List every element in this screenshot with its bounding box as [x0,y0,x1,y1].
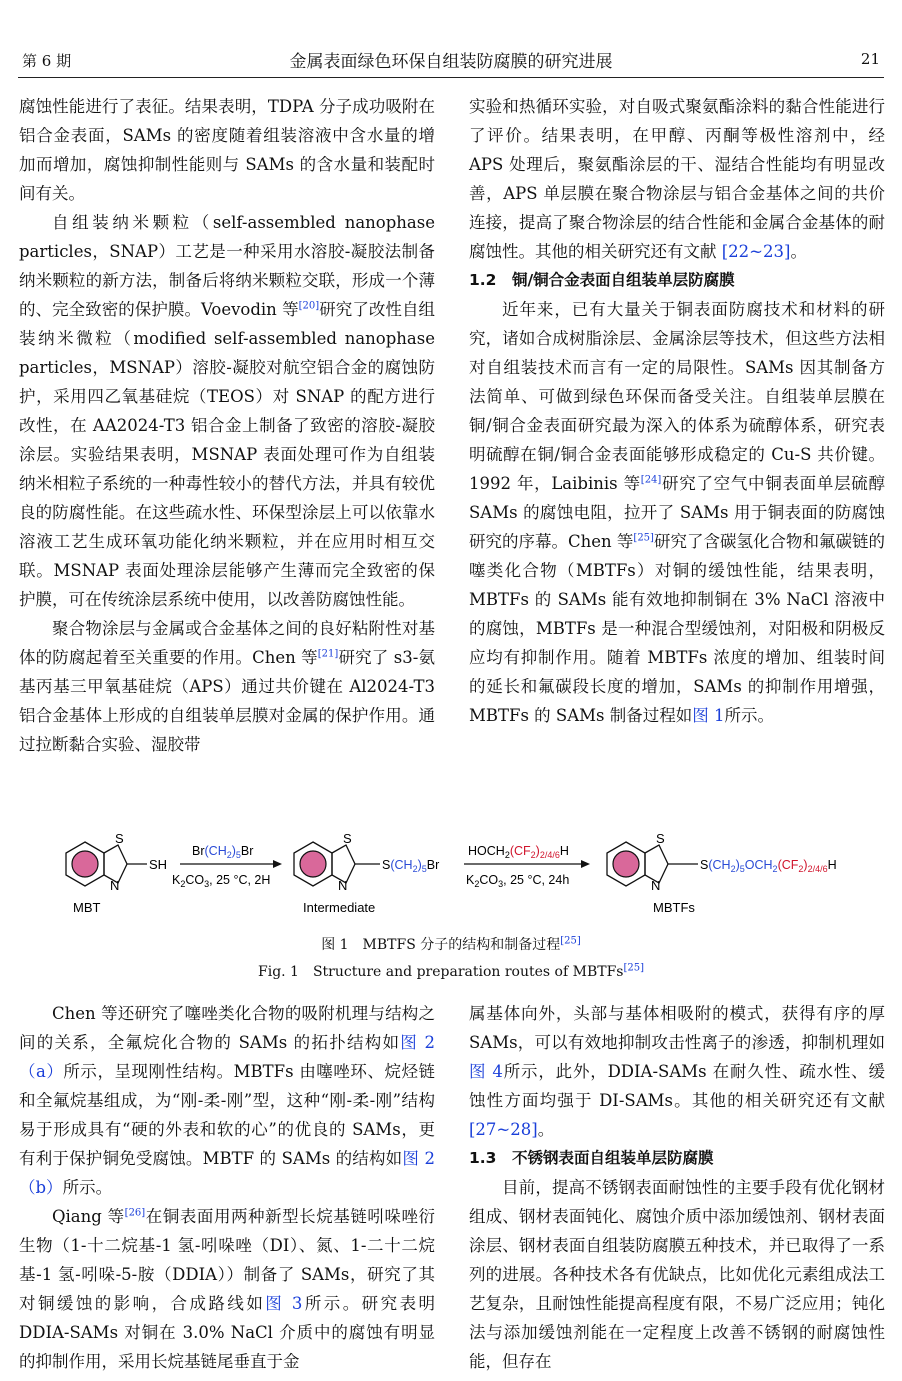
text: 所示。 [724,706,775,725]
citation-link[interactable]: [20] [298,300,320,312]
reagent-2-top: $HOCH_2(CF_2)_{2/4/6}H$ [468,844,569,860]
citation-link[interactable]: [26] [124,1207,146,1219]
paragraph: 腐蚀性能进行了表征。结果表明，TDPA 分子成功吸附在铝合金表面，SAMs 的密度随着组装溶液中含水量的增加而增加，腐蚀抑制性能则与 SAMs 的含水量和装配时间有关。 [19,97,435,203]
text: 。 [537,1120,555,1139]
caption-text: 图 1 MBTFS 分子的结构和制备过程 [321,937,561,953]
page-number: 21 [860,50,880,68]
figure-link[interactable]: 图 4 [469,1062,503,1081]
reagent-1-top: $Br(CH_2)_5Br$ [192,844,254,860]
text: 所示，此外，DDIA-SAMs 在耐久性、疏水性、缓蚀性方面均强于 DI-SAMs。其他的相关研究还有文献 [469,1062,885,1110]
text: 实验和热循环实验，对自吸式聚氨酯涂料的黏合性能进行了评价。结果表明，在甲醇、丙酮等极性溶剂中，经 APS 处理后，聚氨酯涂层的干、湿结合性能均有明显改善，APS 单层膜在聚合物涂层与铝合金基体之间的共价连接，提高了聚合物涂层的结合性能和金属合金基体的耐腐蚀性。其他的相关研究还有文献 [469,97,885,261]
paragraph [19,208,435,614]
aromatic-ring-mbt [72,851,98,877]
text: 研究了改性自组装纳米微粒（modified self-assembled nanophase particles，MSNAP）溶胶-凝胶对航空铝合金的腐蚀防护，采用四乙氧基硅烷（TEOS）对 SNAP 的配方进行改性，在 AA2024-T3 铝合金上制备了致密的溶胶-凝胶涂层。实验结果表明，MSNAP 表面处理可作为自组装纳米相粒子系统的一种毒性较小的替代方法，并具有较优良的防腐性能。在这些疏水性、环保型涂层上可以依靠水溶液工艺生成环氧功能化纳米颗粒，并在应用时相互交联。MSNAP 表面处理涂层能够产生薄而完全致密的保护膜，可在传统涂层系统中使用，以改善防腐蚀性能。 [19,300,435,609]
figure-link[interactable]: 图 3 [265,1294,303,1313]
text: 研究了含碳氢化合物和氟碳链的噻类化合物（MBTFs）对铜的缓蚀性能，结果表明，MBTFs 的 SAMs 能有效地抑制铜在 3% NaCl 溶液中的腐蚀，MBTFs 是一种混合型缓蚀剂，对阳极和阴极反应均有抑制作用。随着 MBTFs 浓度的增加、组装时间的延长和氟碳段长度的增加，SAMs 的抑制作用增强，MBTFs 的 SAMs 制备过程如 [469,532,886,725]
text: 所示，呈现刚性结构。MBTFs 由噻唑环、烷烃链和全氟烷基组成，为“刚-柔-刚”型，这种“刚-柔-刚”结构易于形成具有“硬的外表和软的心”的优良的 SAMs，更有利于保护铜免受腐蚀。MBTF 的 SAMs 的结构如 [19,1062,435,1168]
left-column-top [19,92,435,759]
text: 近年来，已有大量关于铜表面防腐技术和材料的研究，诸如合成树脂涂层、金属涂层等技术，但这些方法相对自组装技术而言有一定的局限性。SAMs 因其制备方法简单、可做到绿色环保而备受关注。自组装单层膜在铜/铜合金表面研究最为深入的体系为硫醇体系，研究表明硫醇在铜/铜合金表面能够形成稳定的 Cu-S 共价键。1992 年，Laibinis 等 [469,300,885,493]
reagent-1-bottom: $K_2CO_3$, 25 °C, 2H [172,873,271,889]
text: 。 [790,242,807,261]
citation-link[interactable]: [25] [623,962,644,974]
arrowhead [581,860,590,868]
figure-link[interactable]: 图 1 [692,706,725,725]
sulfur-label: S [343,831,352,846]
section-heading: 1.3 不锈钢表面自组装单层防腐膜 [469,1149,714,1167]
caption-text: Fig. 1 Structure and preparation routes of MBTFs [258,964,624,980]
paragraph [19,614,435,759]
citation-link[interactable]: [22~23] [721,242,791,261]
reaction-scheme [30,828,872,928]
citation-link[interactable]: [27~28] [469,1120,538,1139]
arrowhead [273,860,282,868]
mbt-label: MBT [73,900,101,915]
product-chain: $S(CH_2)_5OCH_2(CF_2)_{2/4/6}H$ [700,858,837,874]
sulfur-label: S [656,831,665,846]
reagent-2-bottom: $K_2CO_3$, 25 °C, 24h [466,873,570,889]
figure-link[interactable]: 图 2（b） [19,1149,435,1197]
left-column-bottom [19,999,435,1376]
text: 所示。 [62,1178,113,1197]
figure-caption-cn [0,934,902,954]
aromatic-ring-product [613,851,639,877]
paragraph [469,92,885,266]
nitrogen-label: N [338,878,348,893]
text: 研究了空气中铜表面单层硫醇 SAMs 的腐蚀电阻，拉开了 SAMs 用于铜表面的防腐蚀研究的序幕。Chen 等 [469,474,886,551]
text: 研究了 s3-氨基丙基三甲氧基硅烷（APS）通过共价键在 Al2024-T3 铝合金基体上形成的自组装单层膜对金属的保护作用。通过拉断黏合实验、湿胶带 [19,648,435,754]
mbtfs-label: MBTFs [653,900,695,915]
figure-caption-en [0,961,902,981]
sulfur-label: S [115,831,124,846]
nitrogen-label: N [651,878,661,893]
paragraph [469,295,885,730]
text: 聚合物涂层与金属或合金基体之间的良好粘附性对基体的防腐起着至关重要的作用。Chen 等 [19,619,435,667]
thiol-label: SH [149,857,168,872]
intermediate-label: Intermediate [303,900,376,915]
nitrogen-label: N [110,878,120,893]
text: 属基体向外，头部与基体相吸附的模式，获得有序的厚 SAMs，可以有效地抑制攻击性离子的渗透，抑制机理如 [469,1004,885,1052]
citation-link[interactable]: [21] [317,648,339,660]
text: 自组装纳米颗粒（self-assembled nanophase particles，SNAP）工艺是一种采用水溶胶-凝胶法制备纳米颗粒的新方法，制备后将纳米颗粒交联，形成一个薄的、完全致密的保护膜。Voevodin 等 [19,213,435,319]
text: Qiang 等 [52,1207,125,1226]
citation-link[interactable]: [24] [640,474,662,486]
aromatic-ring-intermediate [300,851,326,877]
reaction-scheme-figure [30,828,872,928]
section-heading: 1.2 铜/铜合金表面自组装单层防腐膜 [469,271,735,289]
right-column-top [469,92,885,730]
paragraph [19,999,435,1202]
paragraph [19,1202,435,1376]
citation-link[interactable]: [25] [633,532,654,544]
text: Chen 等还研究了噻唑类化合物的吸附机理与结构之间的关系，全氟烷化合物的 SAMs 的拓扑结构如 [19,1004,435,1052]
paragraph [469,999,885,1144]
intermediate-chain: $S(CH_2)_5Br$ [382,858,440,874]
header-rule [18,77,884,78]
running-title: 金属表面绿色环保自组装防腐膜的研究进展 [289,52,613,72]
right-column-bottom [469,999,885,1376]
paragraph: 目前，提高不锈钢表面耐蚀性的主要手段有优化钢材组成、钢材表面钝化、腐蚀介质中添加缓蚀剂、钢材表面涂层、钢材表面自组装防腐膜五种技术，并已取得了一系列的进展。各种技术各有优缺点，比如优化元素组成法工艺复杂，且耐蚀性能提高程度有限，不易广泛应用；钝化法与添加缓蚀剂能在一定程度上改善不锈钢的耐腐蚀性能，但存在 [469,1178,885,1371]
issue-number: 第 6 期 [22,52,72,70]
text: 所示。研究表明 DDIA-SAMs 对铜在 3.0% NaCl 介质中的腐蚀有明显的抑制作用，采用长烷基链尾垂直于金 [19,1294,436,1371]
figure-link[interactable]: 图 2（a） [19,1033,435,1081]
citation-link[interactable]: [25] [560,935,581,947]
text: 在铜表面用两种新型长烷基链吲哚唑衍生物（1-十二烷基-1 氢-吲哚唑（DI）、氮、1-二十二烷基-1 氢-吲哚-5-胺（DDIA））制备了 SAMs，研究了其对铜缓蚀的影响，合成路线如 [19,1207,435,1313]
page-header [0,0,902,80]
